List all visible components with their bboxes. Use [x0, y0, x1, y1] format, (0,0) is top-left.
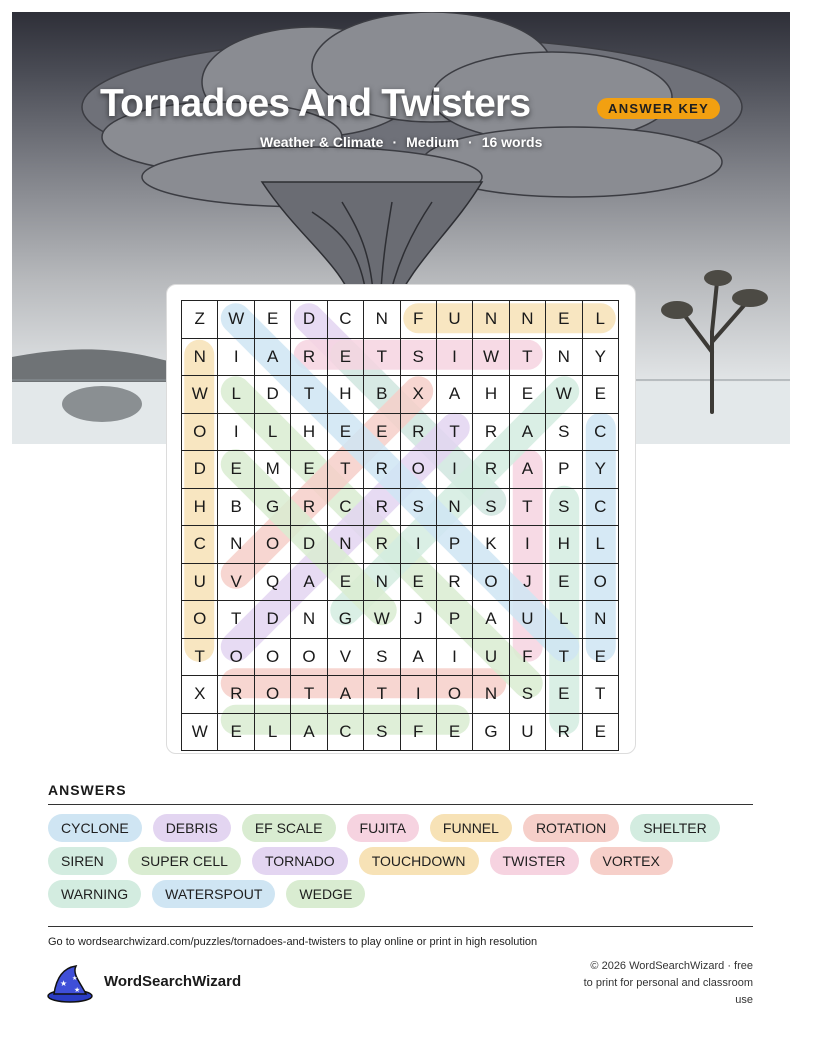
grid-cell: K [473, 526, 509, 564]
grid-cell: E [546, 301, 582, 339]
page-title: Tornadoes And Twisters [100, 82, 531, 125]
grid-cell: G [254, 488, 290, 526]
grid-cell: W [364, 601, 400, 639]
grid-cell: D [254, 376, 290, 414]
grid-cell: Y [582, 451, 619, 489]
svg-text:★: ★ [74, 987, 81, 994]
grid-cell: R [436, 563, 472, 601]
grid-cell: E [254, 301, 290, 339]
grid-cell: L [582, 301, 619, 339]
puzzle-meta [260, 134, 542, 150]
grid-cell: X [182, 676, 218, 714]
brand-name: WordSearchWizard [104, 973, 242, 990]
answer-chip: TORNADO [252, 847, 348, 875]
grid-cell: A [436, 376, 472, 414]
grid-cell: N [218, 526, 254, 564]
grid-cell: T [546, 638, 582, 676]
grid-cell: O [582, 563, 619, 601]
grid-cell: F [400, 713, 436, 751]
wizard-hat-icon [46, 964, 94, 1004]
grid-row [182, 413, 619, 451]
grid-cell: N [509, 301, 545, 339]
grid-cell: O [182, 601, 218, 639]
grid-cell: P [436, 526, 472, 564]
grid-cell: O [436, 676, 472, 714]
answer-chip: ROTATION [523, 814, 619, 842]
grid-cell: S [509, 676, 545, 714]
grid-cell: N [364, 301, 400, 339]
grid-cell: O [254, 638, 290, 676]
grid-cell: F [509, 638, 545, 676]
grid-cell: T [291, 376, 327, 414]
grid-cell: Y [582, 338, 619, 376]
grid-cell: S [400, 488, 436, 526]
grid-cell: R [291, 488, 327, 526]
divider [48, 926, 753, 927]
grid-row [182, 638, 619, 676]
copyright-note: © 2026 WordSearchWizard · free to print for personal and classroom use [583, 960, 753, 1006]
grid-cell: N [182, 338, 218, 376]
grid-cell: O [473, 563, 509, 601]
answer-chip: EF SCALE [242, 814, 336, 842]
answer-chip: CYCLONE [48, 814, 142, 842]
grid-cell: E [546, 676, 582, 714]
grid-cell: I [509, 526, 545, 564]
grid-cell: E [400, 563, 436, 601]
grid-cell: A [473, 601, 509, 639]
grid-cell: M [254, 451, 290, 489]
grid-cell: C [327, 301, 363, 339]
answer-chip: VORTEX [590, 847, 673, 875]
grid-cell: E [582, 376, 619, 414]
grid-cell: I [218, 413, 254, 451]
grid-cell: I [436, 338, 472, 376]
grid-cell: O [218, 638, 254, 676]
grid-cell: V [218, 563, 254, 601]
grid-cell: A [400, 638, 436, 676]
grid-cell: T [509, 488, 545, 526]
grid-cell: T [364, 676, 400, 714]
letter-grid [181, 300, 619, 741]
grid-cell: P [546, 451, 582, 489]
grid-cell: I [400, 526, 436, 564]
grid-cell: S [400, 338, 436, 376]
grid-row [182, 451, 619, 489]
grid-row [182, 563, 619, 601]
grid-cell: W [218, 301, 254, 339]
grid-cell: L [254, 413, 290, 451]
divider [48, 804, 753, 805]
grid-cell: U [509, 713, 545, 751]
answer-chip: WARNING [48, 880, 141, 908]
grid-cell: W [182, 376, 218, 414]
grid-cell: R [364, 488, 400, 526]
grid-cell: E [582, 713, 619, 751]
answer-chip: TWISTER [490, 847, 579, 875]
grid-row [182, 526, 619, 564]
grid-row [182, 376, 619, 414]
grid-cell: X [400, 376, 436, 414]
grid-cell: E [218, 713, 254, 751]
svg-text:★: ★ [60, 979, 68, 988]
grid-cell: O [254, 526, 290, 564]
grid-cell: E [546, 563, 582, 601]
answer-list [48, 814, 758, 908]
grid-cell: Q [254, 563, 290, 601]
grid-cell: S [473, 488, 509, 526]
grid-cell: J [400, 601, 436, 639]
grid-cell: E [291, 451, 327, 489]
grid-cell: A [327, 676, 363, 714]
grid-cell: S [364, 713, 400, 751]
grid-cell: R [400, 413, 436, 451]
category-label: Weather & Climate [260, 134, 384, 150]
grid-cell: H [291, 413, 327, 451]
grid-cell: A [254, 338, 290, 376]
grid-cell: V [327, 638, 363, 676]
grid-cell: N [436, 488, 472, 526]
answer-chip: SIREN [48, 847, 117, 875]
grid-cell: B [218, 488, 254, 526]
grid-cell: Z [182, 301, 218, 339]
grid-cell: W [182, 713, 218, 751]
difficulty-label: Medium [406, 134, 460, 150]
grid-cell: G [473, 713, 509, 751]
answer-chip: WATERSPOUT [152, 880, 275, 908]
grid-cell: T [364, 338, 400, 376]
grid-cell: U [182, 563, 218, 601]
grid-cell: I [400, 676, 436, 714]
grid-cell: P [436, 601, 472, 639]
grid-cell: R [364, 526, 400, 564]
grid-row [182, 713, 619, 751]
grid-cell: E [582, 638, 619, 676]
grid-cell: D [254, 601, 290, 639]
grid-table [181, 300, 619, 751]
grid-cell: T [436, 413, 472, 451]
grid-cell: R [473, 451, 509, 489]
grid-row [182, 601, 619, 639]
grid-cell: E [327, 338, 363, 376]
grid-cell: W [473, 338, 509, 376]
grid-cell: U [436, 301, 472, 339]
grid-cell: R [546, 713, 582, 751]
grid-cell: H [327, 376, 363, 414]
grid-cell: C [327, 713, 363, 751]
grid-row [182, 488, 619, 526]
grid-cell: N [582, 601, 619, 639]
grid-cell: E [364, 413, 400, 451]
grid-cell: R [364, 451, 400, 489]
grid-cell: T [582, 676, 619, 714]
grid-cell: E [327, 563, 363, 601]
grid-cell: A [291, 713, 327, 751]
grid-cell: T [509, 338, 545, 376]
grid-cell: I [436, 638, 472, 676]
grid-cell: W [546, 376, 582, 414]
answer-chip: FUJITA [347, 814, 419, 842]
grid-cell: E [436, 713, 472, 751]
answer-key-badge: ANSWER KEY [597, 98, 720, 119]
answer-chip: WEDGE [286, 880, 365, 908]
grid-cell: C [582, 413, 619, 451]
grid-cell: U [509, 601, 545, 639]
grid-cell: I [436, 451, 472, 489]
grid-cell: D [182, 451, 218, 489]
grid-cell: N [364, 563, 400, 601]
grid-cell: H [546, 526, 582, 564]
grid-cell: T [291, 676, 327, 714]
grid-cell: E [509, 376, 545, 414]
grid-cell: L [218, 376, 254, 414]
grid-cell: C [327, 488, 363, 526]
grid-cell: R [218, 676, 254, 714]
grid-cell: D [291, 526, 327, 564]
grid-cell: L [254, 713, 290, 751]
answer-chip: TOUCHDOWN [359, 847, 479, 875]
grid-cell: U [473, 638, 509, 676]
answer-chip: SHELTER [630, 814, 720, 842]
play-online-note: Go to wordsearchwizard.com/puzzles/tornadoes-and-twisters to play online or print in high resolution [48, 936, 538, 948]
grid-cell: S [364, 638, 400, 676]
grid-cell: N [291, 601, 327, 639]
answer-chip: SUPER CELL [128, 847, 241, 875]
grid-row [182, 338, 619, 376]
grid-cell: A [291, 563, 327, 601]
grid-cell: L [582, 526, 619, 564]
grid-cell: G [327, 601, 363, 639]
grid-cell: I [218, 338, 254, 376]
grid-cell: J [509, 563, 545, 601]
answers-heading: ANSWERS [48, 782, 127, 798]
meta-separator: · [468, 134, 473, 150]
grid-cell: T [218, 601, 254, 639]
grid-cell: S [546, 488, 582, 526]
grid-cell: E [218, 451, 254, 489]
grid-cell: C [182, 526, 218, 564]
answer-chip: FUNNEL [430, 814, 512, 842]
grid-cell: D [291, 301, 327, 339]
grid-cell: T [182, 638, 218, 676]
grid-cell: R [291, 338, 327, 376]
grid-cell: H [182, 488, 218, 526]
grid-cell: O [182, 413, 218, 451]
meta-separator: · [392, 134, 398, 150]
grid-cell: R [473, 413, 509, 451]
word-count-label: 16 words [481, 134, 543, 150]
grid-cell: S [546, 413, 582, 451]
grid-cell: L [546, 601, 582, 639]
grid-cell: A [509, 413, 545, 451]
grid-cell: C [582, 488, 619, 526]
grid-cell: T [327, 451, 363, 489]
grid-cell: N [546, 338, 582, 376]
grid-cell: N [473, 676, 509, 714]
grid-cell: A [509, 451, 545, 489]
grid-cell: N [327, 526, 363, 564]
grid-cell: H [473, 376, 509, 414]
grid-row [182, 301, 619, 339]
answer-chip: DEBRIS [153, 814, 231, 842]
grid-cell: O [254, 676, 290, 714]
grid-cell: N [473, 301, 509, 339]
grid-row [182, 676, 619, 714]
grid-cell: F [400, 301, 436, 339]
svg-text:★: ★ [72, 976, 78, 982]
grid-cell: O [400, 451, 436, 489]
grid-cell: E [327, 413, 363, 451]
grid-cell: O [291, 638, 327, 676]
grid-cell: B [364, 376, 400, 414]
